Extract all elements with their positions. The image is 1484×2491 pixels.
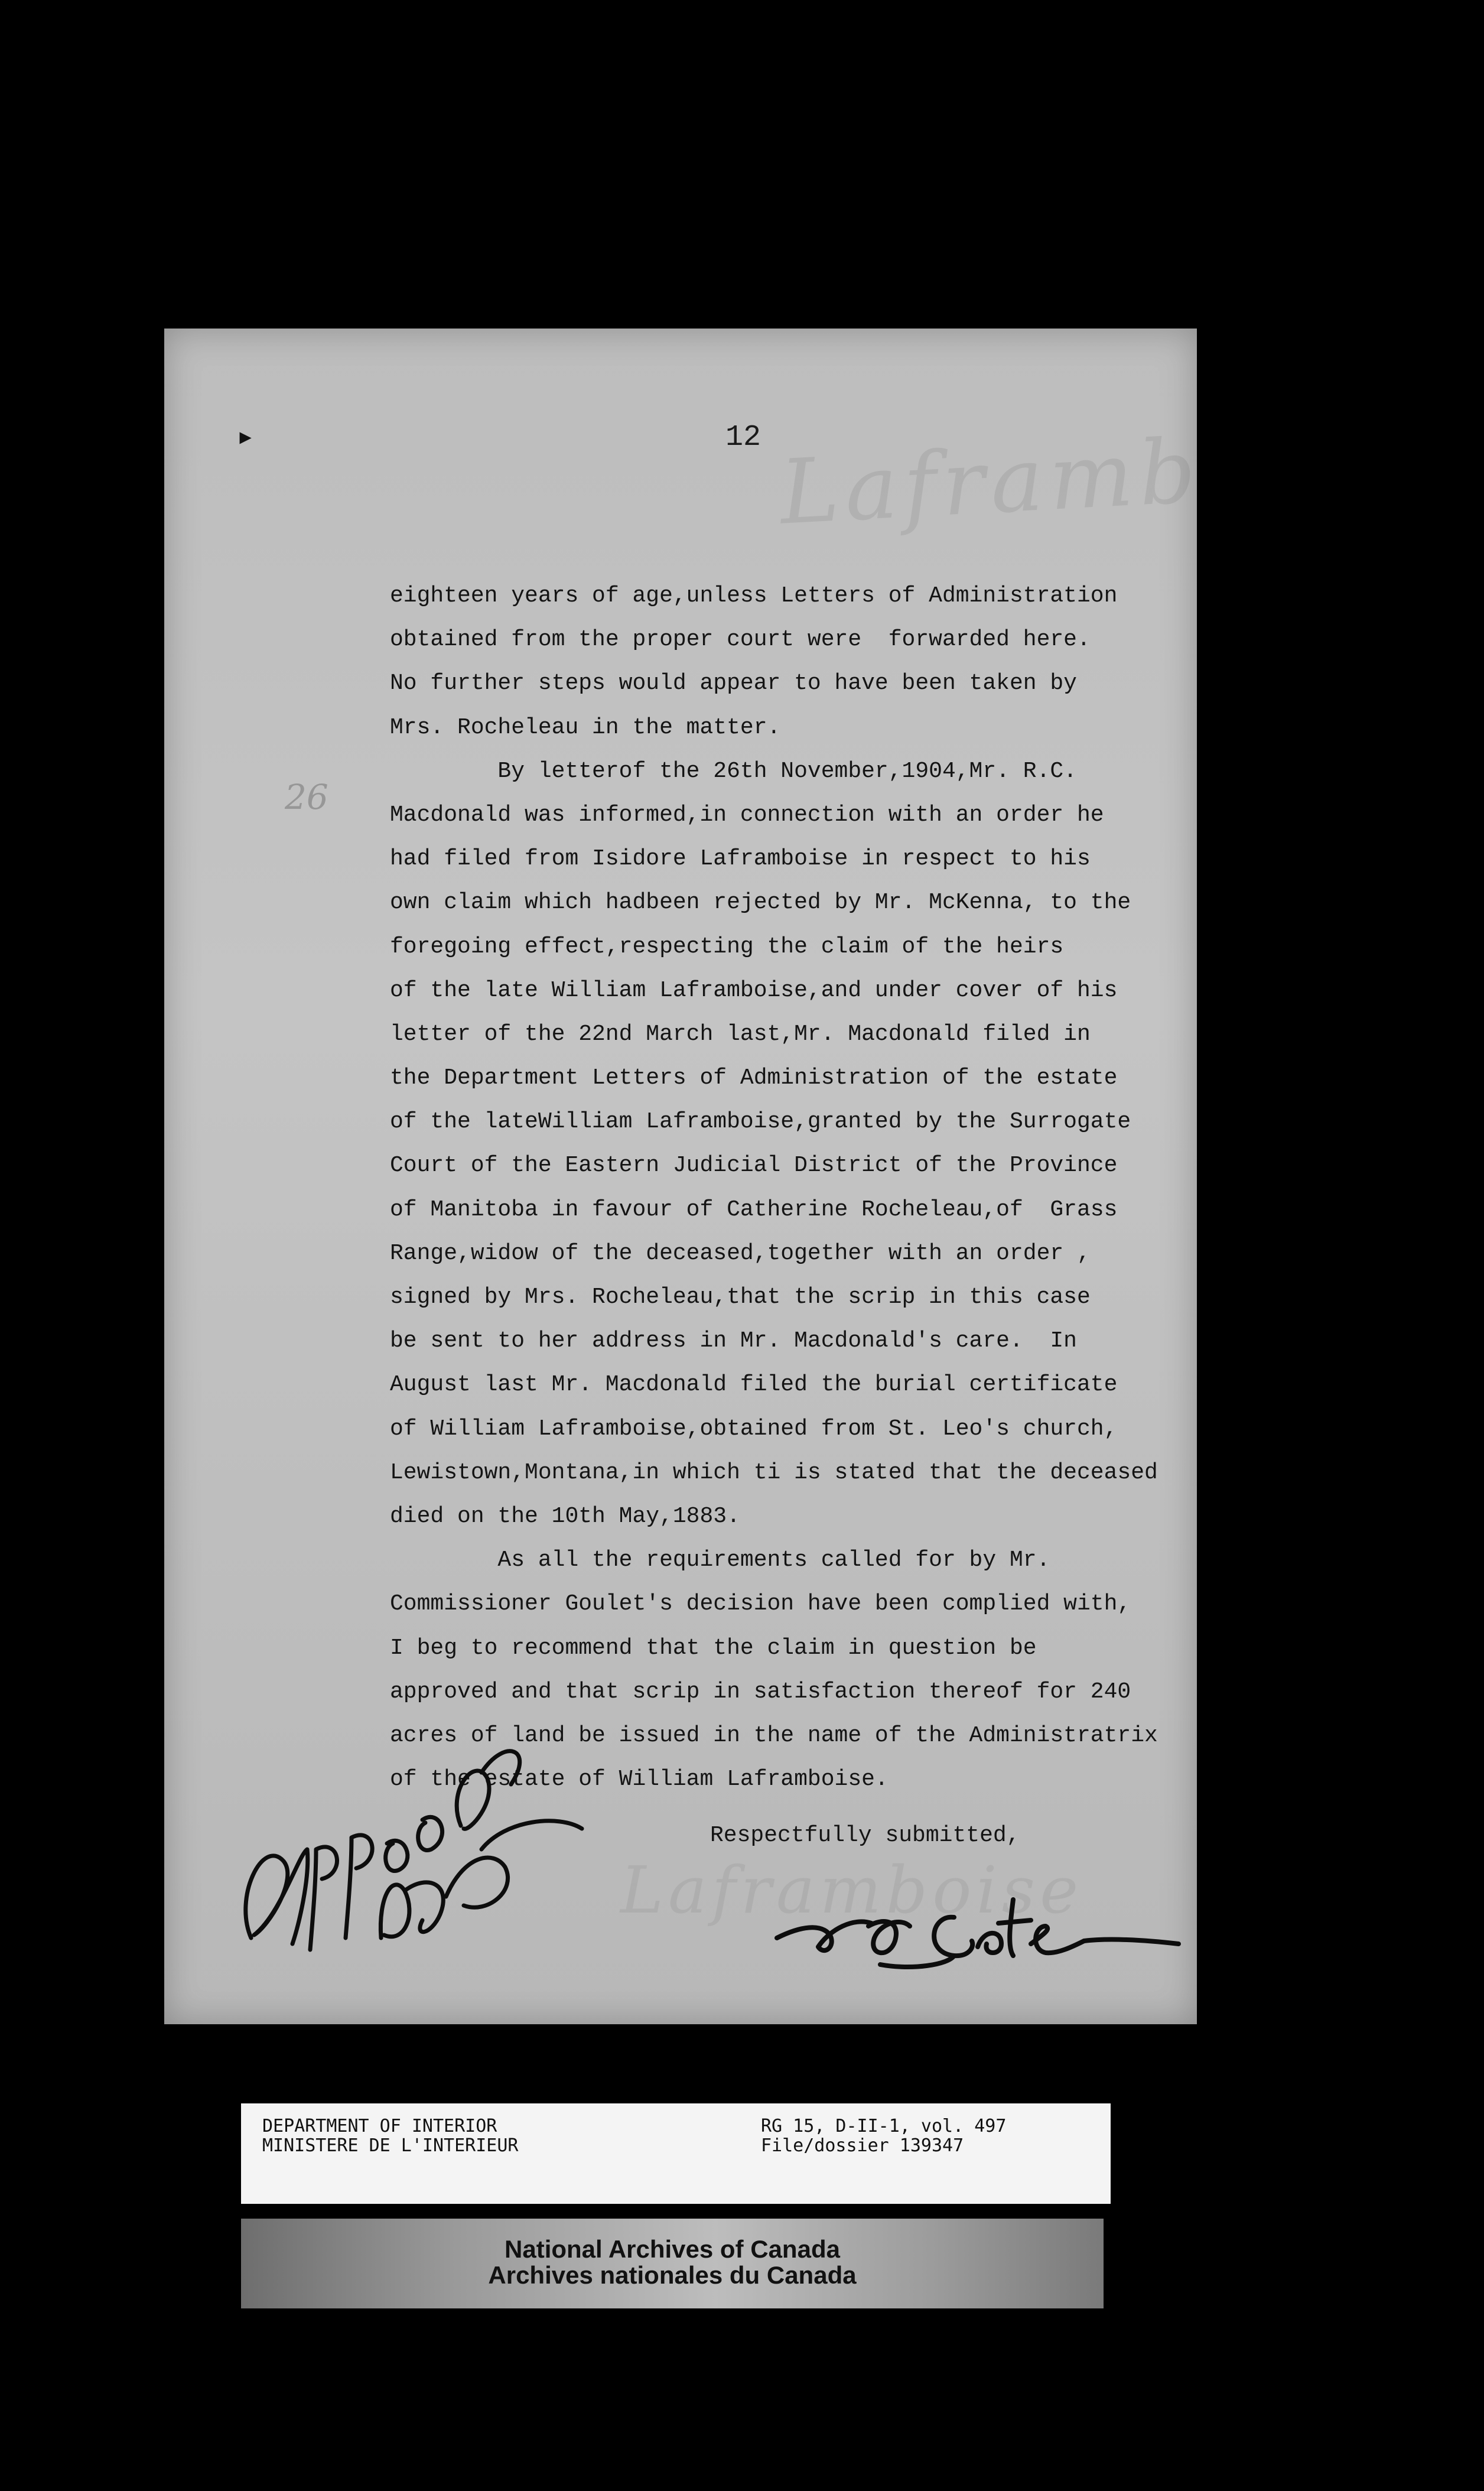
- letter-line: Mrs. Rocheleau in the matter.: [390, 714, 781, 740]
- closing-line: Respectfully submitted,: [710, 1823, 1020, 1848]
- letter-line: Range,widow of the deceased,together with an order ,: [390, 1240, 1091, 1266]
- letter-line: foregoing effect,respecting the claim of the heirs: [390, 934, 1064, 960]
- page-number: 12: [725, 421, 761, 454]
- letter-line: Lewistown,Montana,in which ti is stated that the deceased: [390, 1459, 1158, 1485]
- letter-line: the Department Letters of Administration of the estate: [390, 1065, 1118, 1091]
- archive-stamp: [241, 2219, 1104, 2308]
- approval-handwriting: [227, 1702, 594, 1962]
- catalog-label: [241, 2103, 1111, 2204]
- letter-line: By letterof the 26th November,1904,Mr. R.C.: [390, 758, 1077, 784]
- letter-line: approved and that scrip in satisfaction thereof for 240: [390, 1679, 1131, 1705]
- file-number: File/dossier 139347: [761, 2135, 964, 2156]
- letter-line: obtained from the proper court were forwarded here.: [390, 627, 1091, 653]
- corner-mark-icon: ▸: [236, 421, 255, 456]
- letter-line: of the late William Laframboise,and under cover of his: [390, 977, 1118, 1003]
- letter-line: of Manitoba in favour of Catherine Rocheleau,of Grass: [390, 1196, 1118, 1222]
- signature: [765, 1882, 1190, 1982]
- department-english: DEPARTMENT OF INTERIOR: [262, 2116, 497, 2136]
- letter-line: I beg to recommend that the claim in question be: [390, 1635, 1037, 1661]
- letter-line: signed by Mrs. Rocheleau,that the scrip in this case: [390, 1284, 1091, 1310]
- letter-body: [390, 574, 1176, 1801]
- archive-name-french: Archives nationales du Canada: [488, 2261, 857, 2289]
- letter-line: Macdonald was informed,in connection with an order he: [390, 802, 1104, 828]
- archive-name-english: National Archives of Canada: [505, 2235, 840, 2263]
- letter-line: of the lateWilliam Laframboise,granted by the Surrogate: [390, 1109, 1131, 1135]
- department-french: MINISTERE DE L'INTERIEUR: [262, 2135, 519, 2156]
- bleed-through-text: Laframboise: [777, 409, 1407, 545]
- letter-line: eighteen years of age,unless Letters of Administration: [390, 583, 1118, 609]
- margin-note: 26: [285, 777, 328, 817]
- letter-line: As all the requirements called for by Mr.: [390, 1547, 1050, 1573]
- record-group-reference: RG 15, D-II-1, vol. 497: [761, 2116, 1007, 2136]
- letter-line: had filed from Isidore Laframboise in respect to his: [390, 846, 1091, 872]
- letter-line: own claim which hadbeen rejected by Mr. McKenna, to the: [390, 890, 1131, 916]
- letter-line: Court of the Eastern Judicial District of the Province: [390, 1153, 1118, 1179]
- letter-line: acres of land be issued in the name of the Administratrix: [390, 1722, 1158, 1748]
- letter-line: of the estate of William Laframboise.: [390, 1767, 889, 1793]
- letter-line: of William Laframboise,obtained from St. Leo's church,: [390, 1416, 1118, 1442]
- letter-line: No further steps would appear to have been taken by: [390, 671, 1077, 697]
- letter-line: be sent to her address in Mr. Macdonald's care. In: [390, 1328, 1077, 1354]
- letter-line: died on the 10th May,1883.: [390, 1503, 740, 1529]
- letter-line: Commissioner Goulet's decision have been complied with,: [390, 1591, 1131, 1617]
- letter-line: letter of the 22nd March last,Mr. Macdonald filed in: [390, 1021, 1091, 1047]
- bleed-through-text: Laframboise: [620, 1852, 1083, 1928]
- letter-line: August last Mr. Macdonald filed the burial certificate: [390, 1372, 1118, 1398]
